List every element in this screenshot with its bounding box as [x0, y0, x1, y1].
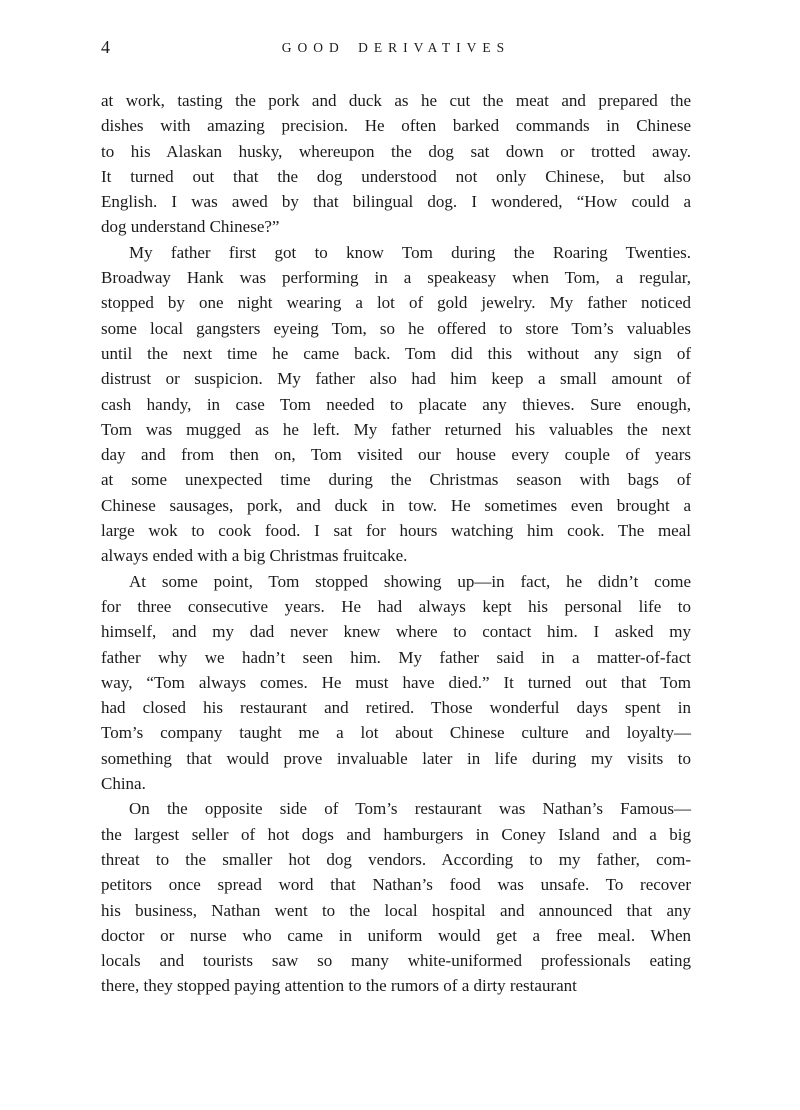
text-line: at work, tasting the pork and duck as he cut the meat and prepared the [101, 91, 691, 110]
text-line: petitors once spread word that Nathan’s food was unsafe. To recover [101, 875, 691, 895]
text-line: It turned out that the dog understood not only Chinese, but also [101, 166, 691, 186]
text-line: China. [101, 774, 146, 794]
text-line: for three consecutive years. He had always kept his personal life to [101, 596, 691, 616]
text-line: always ended with a big Christmas fruitcake. [101, 546, 408, 566]
text-line: large wok to cook food. I sat for hours watching him cook. The meal [101, 521, 691, 541]
text-line: doctor or nurse who came in uniform would get a free meal. When [101, 925, 691, 945]
text-line: to his Alaskan husky, whereupon the dog sat down or trotted away. [101, 141, 691, 161]
text-line: day and from then on, Tom visited our house every couple of years [101, 445, 691, 465]
text-line: Tom was mugged as he left. My father returned his valuables the next [101, 419, 691, 439]
text-line: locals and tourists saw so many white-uniformed professionals eating [101, 951, 691, 971]
text-line: English. I was awed by that bilingual dog. I wondered, “How could a [101, 192, 691, 212]
text-line: dog understand Chinese?” [101, 217, 280, 237]
text-line: At some point, Tom stopped showing up—in fact, he didn’t come [129, 571, 691, 591]
text-line: Chinese sausages, pork, and duck in tow. He sometimes even brought a [101, 495, 691, 515]
text-line: some local gangsters eyeing Tom, so he offered to store Tom’s valuables [101, 318, 691, 338]
text-line: cash handy, in case Tom needed to placate any thieves. Sure enough, [101, 394, 691, 414]
text-line: something that would prove invaluable later in life during my visits to [101, 748, 691, 768]
text-line: there, they stopped paying attention to the rumors of a dirty restaurant [101, 976, 577, 996]
text-line: stopped by one night wearing a lot of gold jewelry. My father noticed [101, 293, 691, 313]
text-line: Tom’s company taught me a lot about Chinese culture and loyalty— [101, 723, 691, 743]
text-line: My father first got to know Tom during the Roaring Twenties. [129, 242, 691, 262]
text-line: Broadway Hank was performing in a speakeasy when Tom, a regular, [101, 268, 691, 288]
text-line: father why we hadn’t seen him. My father said in a matter-of-fact [101, 647, 691, 667]
text-line: threat to the smaller hot dog vendors. According to my father, com- [101, 849, 691, 869]
text-line: dishes with amazing precision. He often barked commands in Chinese [101, 116, 691, 136]
page-number: 4 [101, 37, 110, 57]
text-line: had closed his restaurant and retired. Those wonderful days spent in [101, 698, 691, 718]
text-line: until the next time he came back. Tom did this without any sign of [101, 343, 691, 363]
text-line: way, “Tom always comes. He must have died.” It turned out that Tom [101, 672, 691, 692]
text-line: distrust or suspicion. My father also had him keep a small amount of [101, 369, 691, 389]
body-text [101, 88, 691, 999]
text-line: the largest seller of hot dogs and hamburgers in Coney Island and a big [101, 824, 691, 844]
text-line: himself, and my dad never knew where to contact him. I asked my [101, 622, 691, 642]
text-line: his business, Nathan went to the local hospital and announced that any [101, 900, 691, 920]
running-head: GOOD DERIVATIVES [281, 40, 511, 55]
text-line: at some unexpected time during the Christmas season with bags of [101, 470, 691, 490]
page-header [101, 37, 691, 59]
text-line: On the opposite side of Tom’s restaurant was Nathan’s Famous— [129, 799, 691, 819]
